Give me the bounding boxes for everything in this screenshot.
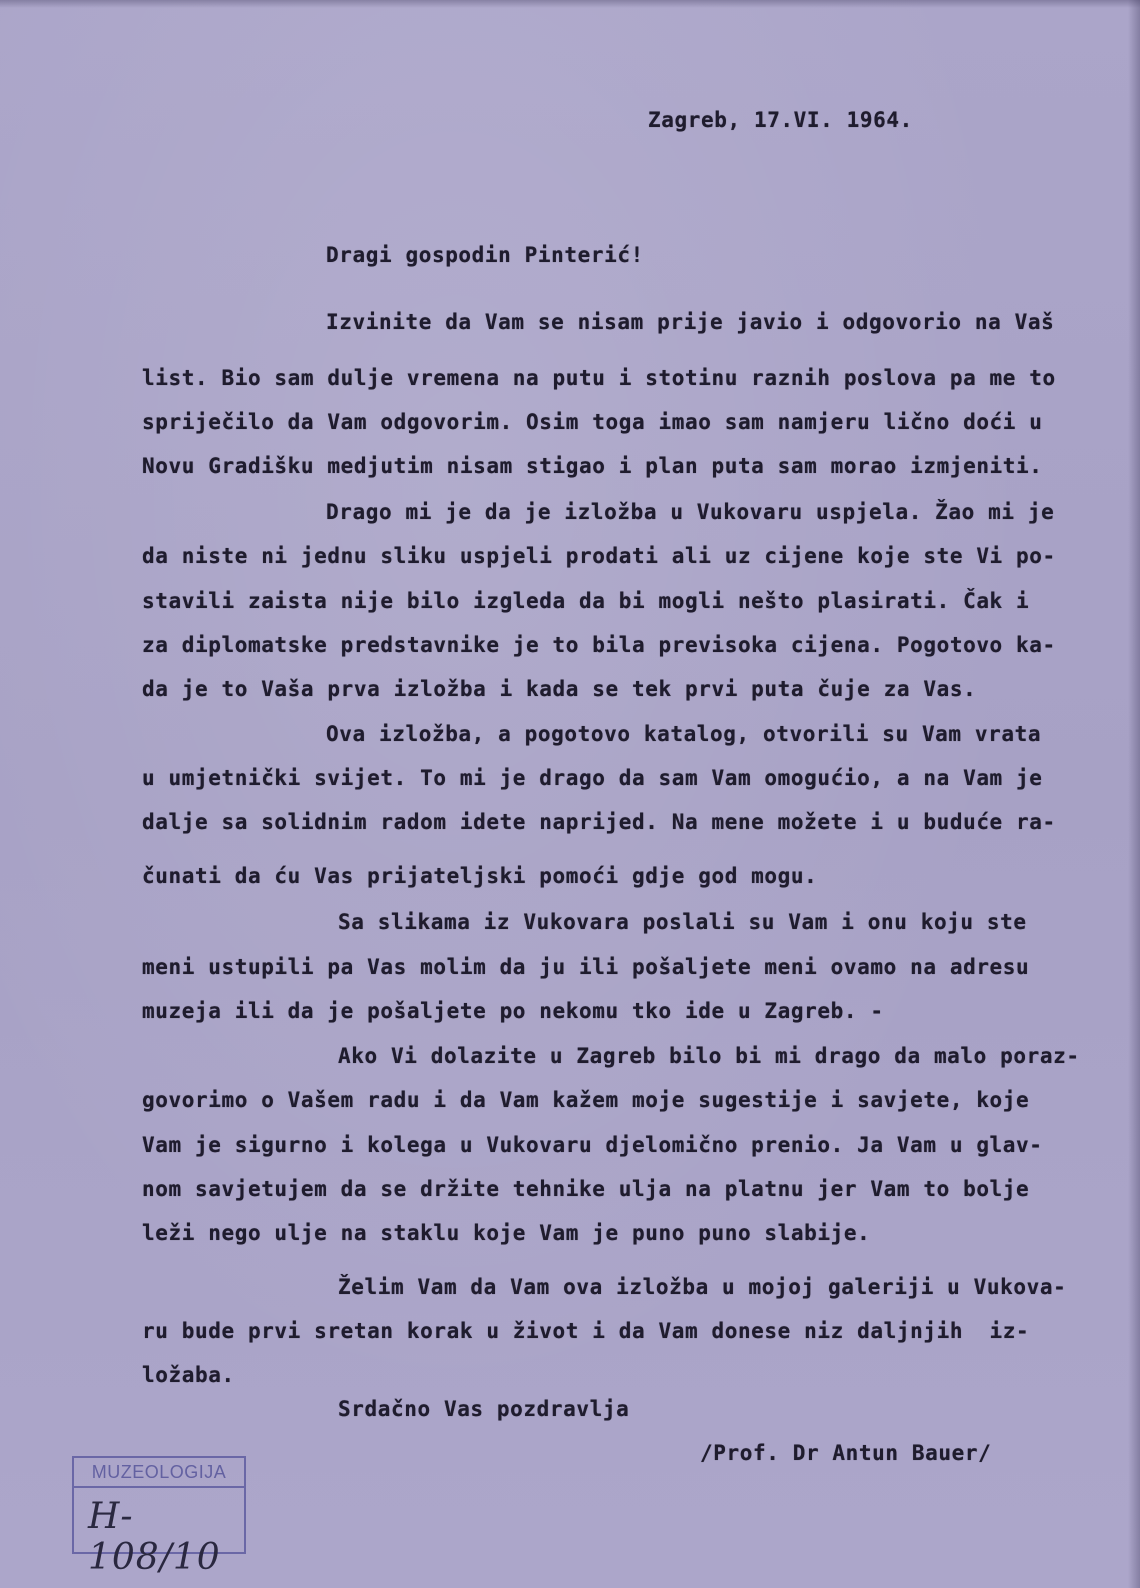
body-line: u umjetnički svijet. To mi je drago da sam Vam omogućio, a na Vam je — [142, 766, 1043, 790]
body-line: Vam je sigurno i kolega u Vukovaru djelomično prenio. Ja Vam u glav- — [142, 1133, 1043, 1157]
paper-edge-top — [0, 0, 1140, 8]
body-line: dalje sa solidnim radom idete naprijed. Na mene možete i u buduće ra- — [142, 810, 1056, 834]
body-line: govorimo o Vašem radu i da Vam kažem moje sugestije i savjete, koje — [142, 1088, 1030, 1112]
letter-closing: Srdačno Vas pozdravlja — [338, 1397, 630, 1421]
body-line: Izvinite da Vam se nisam prije javio i odgovorio na Vaš — [326, 310, 1055, 334]
body-line: Ako Vi dolazite u Zagreb bilo bi mi drago da malo poraz- — [338, 1044, 1080, 1068]
stamp-inventory-number: H-108/10 — [88, 1496, 221, 1578]
body-line: Drago mi je da je izložba u Vukovaru uspjela. Žao mi je — [326, 500, 1055, 524]
body-line: da je to Vaša prva izložba i kada se tek prvi puta čuje za Vas. — [142, 677, 977, 701]
letter-signature: /Prof. Dr Antun Bauer/ — [700, 1441, 992, 1465]
body-line: muzeja ili da je pošaljete po nekomu tko ide u Zagreb. - — [142, 999, 884, 1023]
body-line: ložaba. — [142, 1363, 235, 1387]
body-line: Ova izložba, a pogotovo katalog, otvorili su Vam vrata — [326, 722, 1042, 746]
body-line: da niste ni jednu sliku uspjeli prodati ali uz cijene koje ste Vi po- — [142, 544, 1056, 568]
body-line: nom savjetujem da se držite tehnike ulja na platnu jer Vam to bolje — [142, 1177, 1030, 1201]
body-line: leži nego ulje na staklu koje Vam je puno puno slabije. — [142, 1221, 871, 1245]
paper-edge-right — [1128, 0, 1140, 1588]
body-line: Želim Vam da Vam ova izložba u mojoj galeriji u Vukova- — [338, 1275, 1067, 1299]
body-line: ru bude prvi sretan korak u život i da Vam donese niz daljnjih iz- — [142, 1319, 1030, 1343]
body-line: čunati da ću Vas prijateljski pomoći gdje god mogu. — [142, 864, 818, 888]
letter-salutation: Dragi gospodin Pinterić! — [326, 243, 644, 267]
body-line: meni ustupili pa Vas molim da ju ili pošaljete meni ovamo na adresu — [142, 955, 1030, 979]
body-line: stavili zaista nije bilo izgleda da bi mogli nešto plasirati. Čak i — [142, 589, 1030, 613]
body-line: list. Bio sam dulje vremena na putu i stotinu raznih poslova pa me to — [142, 366, 1056, 390]
archive-stamp — [72, 1456, 246, 1578]
body-line: Novu Gradišku medjutim nisam stigao i plan puta sam morao izmjeniti. — [142, 454, 1043, 478]
body-line: za diplomatske predstavnike je to bila previsoka cijena. Pogotovo ka- — [142, 633, 1056, 657]
body-line: Sa slikama iz Vukovara poslali su Vam i onu koju ste — [338, 910, 1027, 934]
letter-date: Zagreb, 17.VI. 1964. — [648, 108, 913, 132]
body-line: spriječilo da Vam odgovorim. Osim toga imao sam namjeru lično doći u — [142, 410, 1043, 434]
stamp-title: MUZEOLOGIJA — [74, 1458, 244, 1488]
